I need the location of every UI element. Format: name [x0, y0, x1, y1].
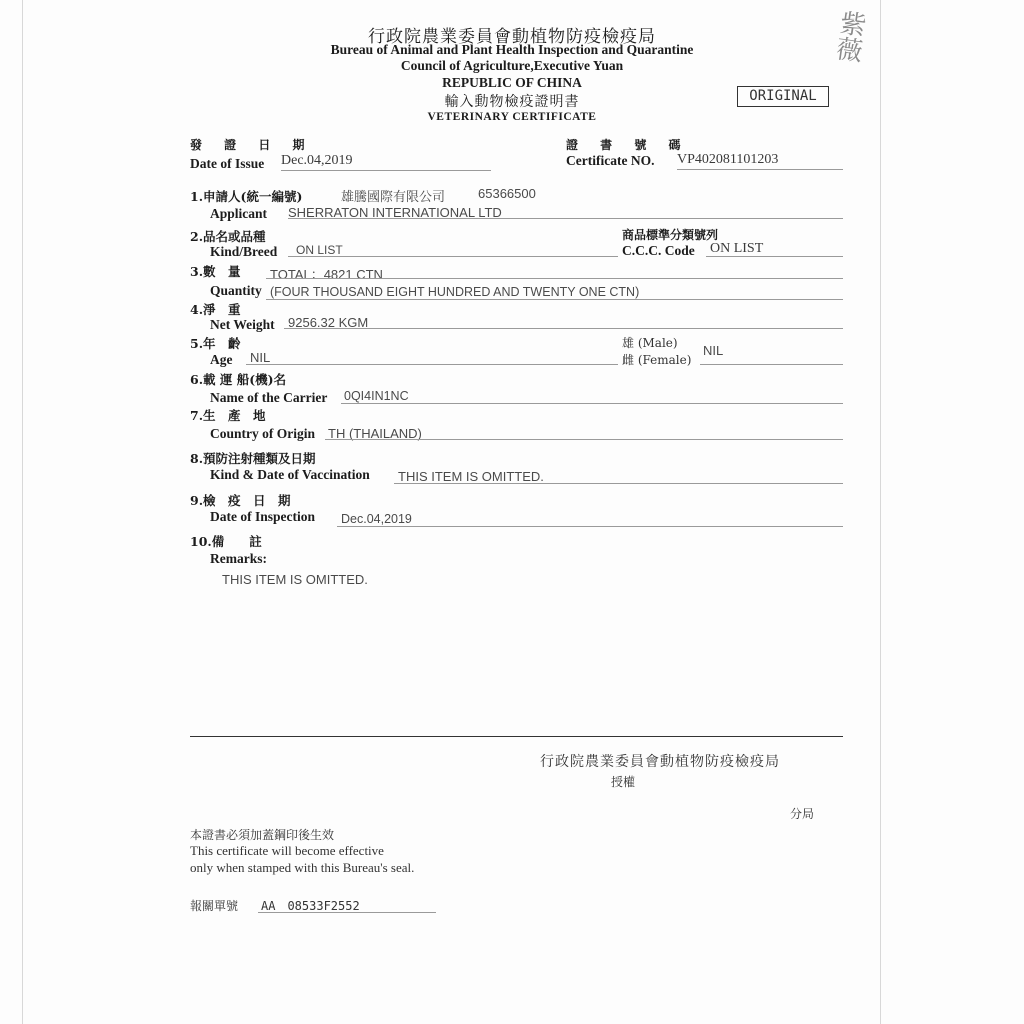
- ccc-code-label-en: C.C.C. Code: [622, 243, 695, 258]
- origin-underline: [325, 439, 843, 440]
- age-label-zh: 5.年 齡: [190, 336, 241, 351]
- quantity-label-zh: 3.數 量: [190, 264, 241, 279]
- original-stamp: ORIGINAL: [737, 86, 829, 107]
- sex-underline: [700, 364, 843, 365]
- age-value: NIL: [250, 350, 271, 365]
- certificate-number-label-en: Certificate NO.: [566, 153, 655, 168]
- customs-declaration-underline: [258, 912, 436, 913]
- country-title-en: REPUBLIC OF CHINA: [442, 75, 582, 90]
- sex-value: NIL: [703, 343, 724, 358]
- footer-authorized-zh: 授權: [611, 775, 636, 789]
- age-underline: [246, 364, 618, 365]
- net-weight-label-zh: 4.淨 重: [190, 302, 241, 317]
- applicant-name-en: SHERRATON INTERNATIONAL LTD: [288, 205, 502, 220]
- page-left-edge: [22, 0, 23, 1024]
- certificate-title-zh: 輸入動物檢疫證明書: [444, 94, 580, 110]
- vaccination-underline: [394, 483, 843, 484]
- kind-label-en: Kind/Breed: [210, 244, 278, 259]
- footer-branch-zh: 分局: [790, 807, 815, 821]
- kind-label-zh: 2.品名或品種: [190, 229, 266, 244]
- applicant-label-en: Applicant: [210, 206, 268, 221]
- issue-date-label-en: Date of Issue: [190, 156, 265, 171]
- kind-underline: [288, 256, 618, 257]
- inspection-label-en: Date of Inspection: [210, 509, 315, 524]
- quantity-total: TOTAL：4821 CTN: [270, 267, 383, 282]
- vaccination-label-zh: 8.預防注射種類及日期: [190, 451, 316, 466]
- carrier-label-en: Name of the Carrier: [210, 390, 328, 405]
- agency-title-zh: 行政院農業委員會動植物防疫檢疫局: [368, 27, 656, 47]
- customs-declaration-label: 報關單號: [190, 899, 239, 913]
- quantity-in-words: (FOUR THOUSAND EIGHT HUNDRED AND TWENTY ONE CTN): [270, 285, 640, 299]
- customs-declaration-value: AA 08533F2552: [261, 899, 360, 913]
- quantity-label-en: Quantity: [210, 283, 262, 298]
- certificate-number-value: VP402081101203: [677, 152, 779, 167]
- applicant-name-zh: 雄騰國際有限公司: [341, 189, 446, 204]
- issue-date-label-zh: 發 證 日 期: [190, 138, 314, 152]
- agency-title-en: Bureau of Animal and Plant Health Inspection and Quarantine: [330, 42, 694, 57]
- quantity-words-underline: [266, 299, 843, 300]
- kind-value: ON LIST: [296, 243, 343, 257]
- quantity-total-underline: [266, 278, 843, 279]
- ccc-code-label-zh: 商品標準分類號列: [622, 228, 719, 242]
- certificate-number-label-zh: 證 書 號 碼: [566, 138, 690, 152]
- page-right-edge: [880, 0, 881, 1024]
- net-weight-label-en: Net Weight: [210, 317, 275, 332]
- certificate-title-en: VETERINARY CERTIFICATE: [427, 111, 597, 123]
- female-label: 雌 (Female): [622, 353, 692, 367]
- carrier-label-zh: 6.載 運 船(機)名: [190, 372, 287, 387]
- certificate-number-underline: [677, 169, 843, 170]
- seal-notice-en-line2: only when stamped with this Bureau's seal.: [190, 860, 415, 875]
- footer-agency-zh: 行政院農業委員會動植物防疫檢疫局: [540, 754, 780, 770]
- seal-notice-zh: 本證書必須加蓋鋼印後生效: [190, 828, 335, 842]
- remarks-label-zh: 10.備 註: [190, 534, 262, 549]
- origin-label-zh: 7.生 產 地: [190, 408, 266, 423]
- origin-label-en: Country of Origin: [210, 426, 316, 441]
- issue-date-value: Dec.04,2019: [281, 153, 353, 168]
- male-label: 雄 (Male): [622, 336, 678, 350]
- ccc-code-value: ON LIST: [710, 241, 764, 256]
- applicant-id: 65366500: [478, 186, 536, 201]
- carrier-underline: [341, 403, 843, 404]
- net-weight-value: 9256.32 KGM: [288, 315, 369, 330]
- footer-divider: [190, 736, 843, 737]
- issue-date-underline: [281, 170, 491, 171]
- vaccination-value: THIS ITEM IS OMITTED.: [398, 469, 544, 484]
- applicant-label-zh: 1.申請人(統一編號): [190, 189, 303, 204]
- carrier-value: 0QI4IN1NC: [344, 389, 409, 403]
- remarks-label-en: Remarks:: [210, 551, 267, 566]
- ccc-code-underline: [706, 256, 843, 257]
- remarks-value: THIS ITEM IS OMITTED.: [222, 572, 368, 587]
- origin-value: TH (THAILAND): [328, 426, 422, 441]
- inspection-underline: [337, 526, 843, 527]
- seal-notice-en-line1: This certificate will become effective: [190, 843, 384, 858]
- inspection-label-zh: 9.檢 疫 日 期: [190, 493, 291, 508]
- vaccination-label-en: Kind & Date of Vaccination: [210, 467, 370, 482]
- handwritten-note: 紫薇: [830, 8, 868, 64]
- age-label-en: Age: [210, 352, 233, 367]
- council-title-en: Council of Agriculture,Executive Yuan: [400, 58, 624, 73]
- inspection-value: Dec.04,2019: [341, 512, 412, 526]
- net-weight-underline: [284, 328, 843, 329]
- applicant-underline: [288, 218, 843, 219]
